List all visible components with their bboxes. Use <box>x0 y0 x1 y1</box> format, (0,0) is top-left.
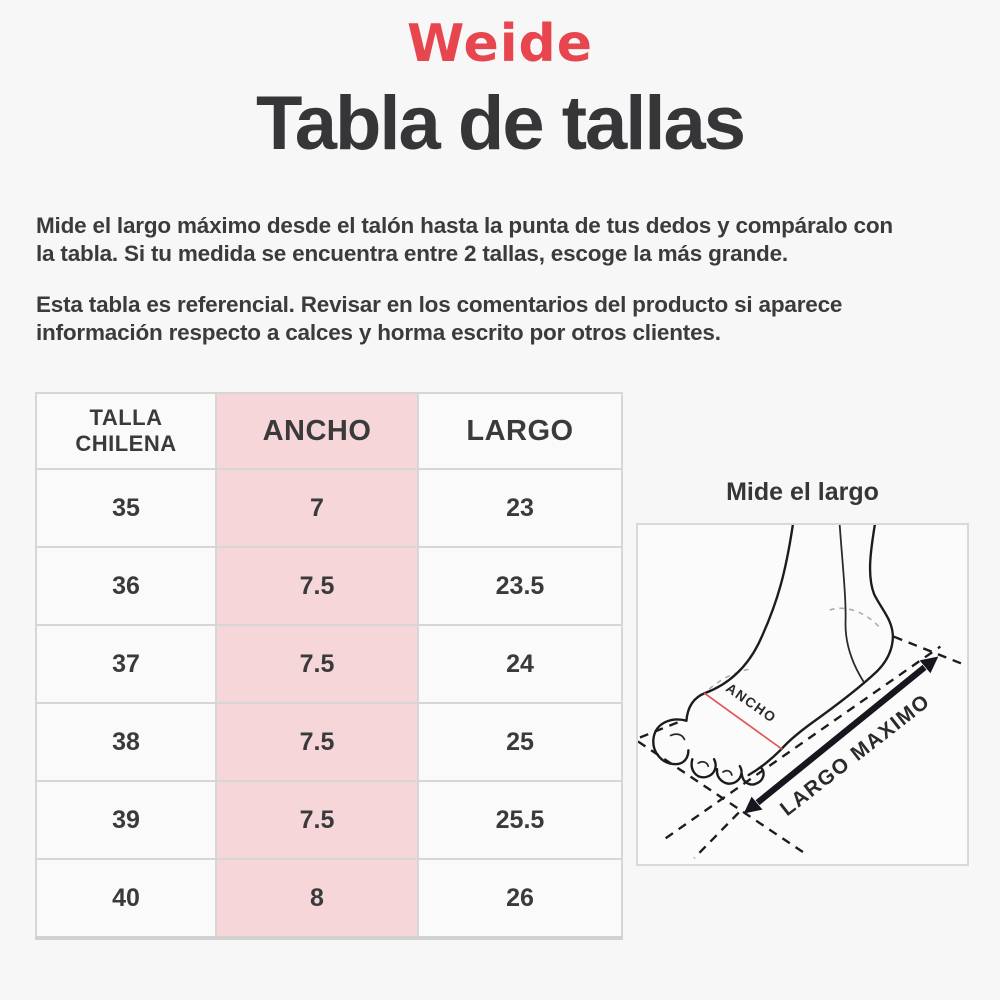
cell-ancho: 7 <box>216 469 418 547</box>
foot-measurement-diagram <box>636 523 969 866</box>
table-row-size-39 <box>36 781 622 859</box>
column-header-largo: LARGO <box>418 393 622 469</box>
page-title: Tabla de tallas <box>255 81 745 166</box>
size-table-header-row <box>36 393 622 469</box>
measure-heading: Mide el largo <box>726 478 879 506</box>
note-paragraph <box>36 291 976 348</box>
inner-ankle-contour <box>840 525 864 681</box>
table-row-size-37 <box>36 625 622 703</box>
big-toe-nail-line <box>671 734 685 739</box>
cell-talla: 38 <box>36 703 216 781</box>
dashed-corner-line <box>694 813 738 858</box>
intro-line-1: Mide el largo máximo desde el talón hasta la punta de tus dedos y compáralo con <box>36 212 893 238</box>
cell-talla: 37 <box>36 625 216 703</box>
cell-ancho: 8 <box>216 859 418 938</box>
cell-largo: 24 <box>418 625 622 703</box>
cell-largo: 23.5 <box>418 547 622 625</box>
toe-crease-2 <box>723 771 732 775</box>
table-row-size-40 <box>36 859 622 938</box>
table-row-size-36 <box>36 547 622 625</box>
cell-talla: 40 <box>36 859 216 938</box>
table-row-size-35 <box>36 469 622 547</box>
cell-ancho: 7.5 <box>216 547 418 625</box>
note-line-1: Esta tabla es referencial. Revisar en los comentarios del producto si aparece <box>36 291 843 317</box>
cell-ancho: 7.5 <box>216 625 418 703</box>
note-line-2: información respecto a calces y horma escrito por otros clientes. <box>36 320 721 345</box>
size-table <box>35 392 623 940</box>
right-leg-heel-contour <box>870 525 893 671</box>
column-header-ancho: ANCHO <box>216 393 418 469</box>
cell-talla: 35 <box>36 469 216 547</box>
cell-largo: 25 <box>418 703 622 781</box>
intro-paragraph <box>36 212 976 269</box>
cell-ancho: 7.5 <box>216 781 418 859</box>
column-header-talla-chilena: TALLA CHILENA <box>36 393 216 469</box>
brand-logo: Weide <box>406 14 594 74</box>
cell-talla: 39 <box>36 781 216 859</box>
foot-diagram-svg <box>638 525 967 864</box>
largo-maximo-label: LARGO MAXIMO <box>775 689 935 821</box>
toe-crease-1 <box>698 762 708 766</box>
toe-3-contour <box>717 766 742 783</box>
ancho-label: ANCHO <box>723 679 780 726</box>
cell-largo: 26 <box>418 859 622 938</box>
toe-4-contour <box>742 768 764 784</box>
cell-largo: 23 <box>418 469 622 547</box>
intro-line-2: la tabla. Si tu medida se encuentra entre 2 tallas, escoge la más grande. <box>36 241 788 266</box>
cell-largo: 25.5 <box>418 781 622 859</box>
dashed-toe-edge-line <box>638 741 803 852</box>
table-row-size-38 <box>36 703 622 781</box>
cell-ancho: 7.5 <box>216 703 418 781</box>
heel-hidden-contour <box>830 608 879 627</box>
cell-talla: 36 <box>36 547 216 625</box>
